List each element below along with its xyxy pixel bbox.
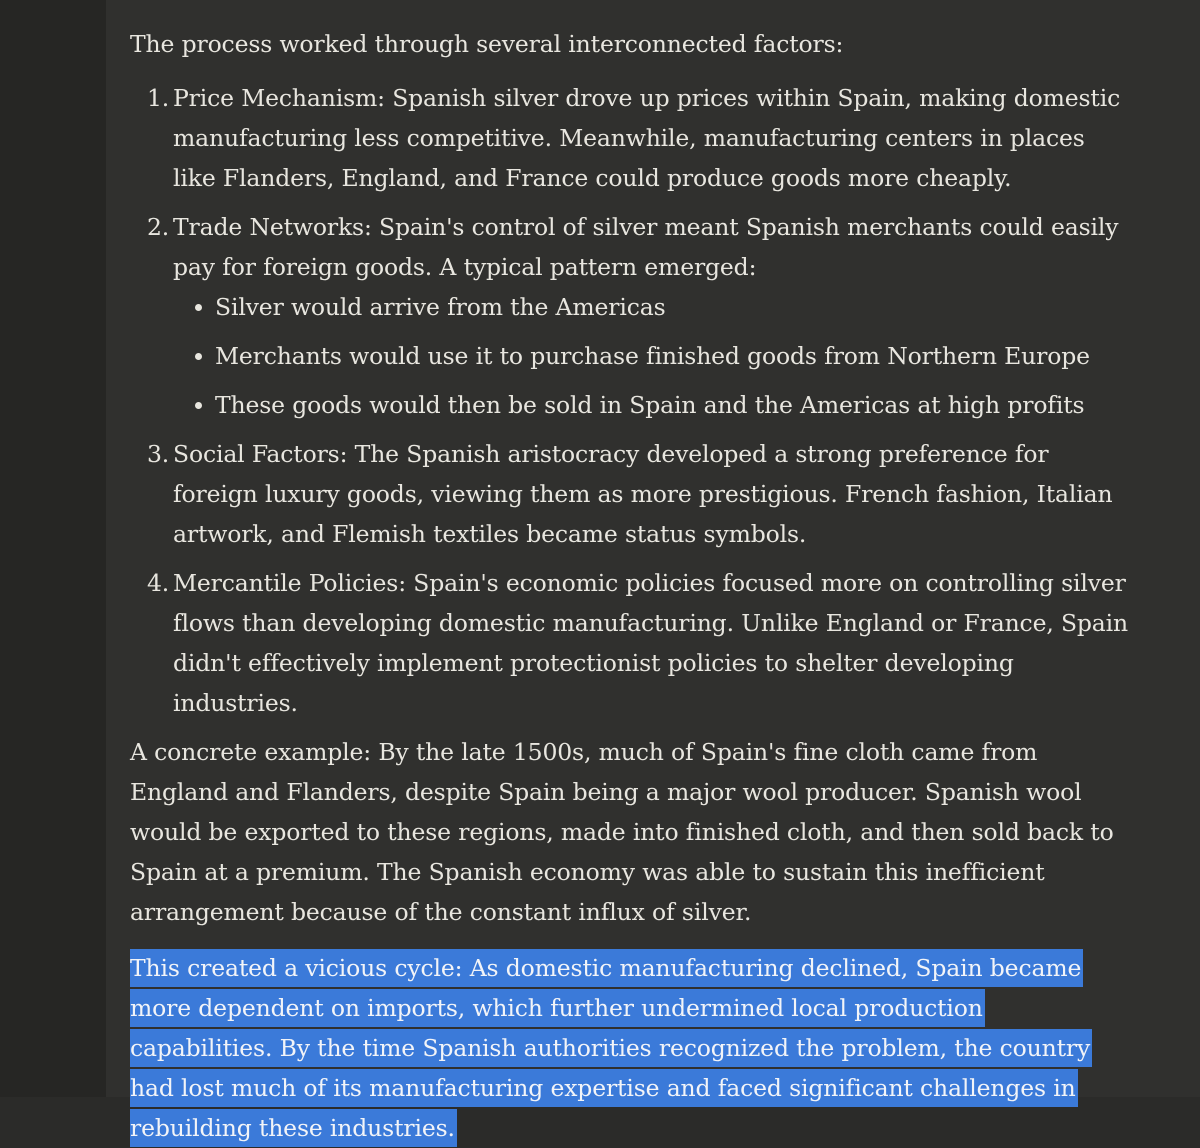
list-number: 3.: [147, 440, 170, 468]
bullet-text: Merchants would use it to purchase finished goods from Northern Europe: [215, 342, 1090, 370]
bullet-icon: [195, 353, 202, 360]
left-margin: [0, 0, 106, 1097]
factors-list: [130, 78, 1130, 723]
list-item-text: Trade Networks: Spain's control of silver meant Spanish merchants could easily pay for foreign goods. A typical pattern emerged:: [173, 213, 1119, 281]
cropped-previous-line: [130, 0, 1130, 16]
assistant-message: [130, 0, 1130, 1148]
list-item-text: Social Factors: The Spanish aristocracy developed a strong preference for foreign luxury goods, viewing them as more prestigious. French fashion, Italian artwork, and Flemish textiles became status symbols.: [173, 440, 1113, 548]
list-item-trade-networks: [130, 207, 1130, 425]
bullet-item: [173, 287, 1130, 327]
selected-paragraph[interactable]: [130, 948, 1130, 1148]
example-paragraph: A concrete example: By the late 1500s, much of Spain's fine cloth came from England and Flanders, despite Spain being a major wool producer. Spanish wool would be exported to these regions, made into finished cloth, and then sold back to Spain at a premium. The Spanish economy was able to sustain this inefficient arrangement because of the constant influx of silver.: [130, 738, 1114, 926]
text-selection-highlight[interactable]: This created a vicious cycle: As domestic manufacturing declined, Spain became more dependent on imports, which further undermined local production capabilities. By the time Spanish authorities recognized the problem, the country had lost much of its manufacturing expertise and faced significant challenges in rebuilding these industries.: [130, 949, 1092, 1147]
bullet-item: [173, 385, 1130, 425]
bullet-icon: [195, 402, 202, 409]
bullet-text: These goods would then be sold in Spain and the Americas at high profits: [215, 391, 1085, 419]
bullet-icon: [195, 304, 202, 311]
list-item-social-factors: [130, 434, 1130, 554]
pattern-bullet-list: [173, 287, 1130, 425]
list-number: 1.: [147, 84, 170, 112]
intro-paragraph: The process worked through several interconnected factors:: [130, 30, 844, 58]
bullet-text: Silver would arrive from the Americas: [215, 293, 666, 321]
list-item-text: Price Mechanism: Spanish silver drove up prices within Spain, making domestic manufacturing less competitive. Meanwhile, manufacturing centers in places like Flanders, England, and France could produce goods more cheaply.: [173, 84, 1121, 192]
list-number: 4.: [147, 569, 170, 597]
bullet-item: [173, 336, 1130, 376]
list-item-mercantile-policies: [130, 563, 1130, 723]
list-number: 2.: [147, 213, 170, 241]
list-item-price-mechanism: [130, 78, 1130, 198]
list-item-text: Mercantile Policies: Spain's economic policies focused more on controlling silver flows than developing domestic manufacturing. Unlike England or France, Spain didn't effectively implement protectionist policies to shelter developing industries.: [173, 569, 1129, 717]
